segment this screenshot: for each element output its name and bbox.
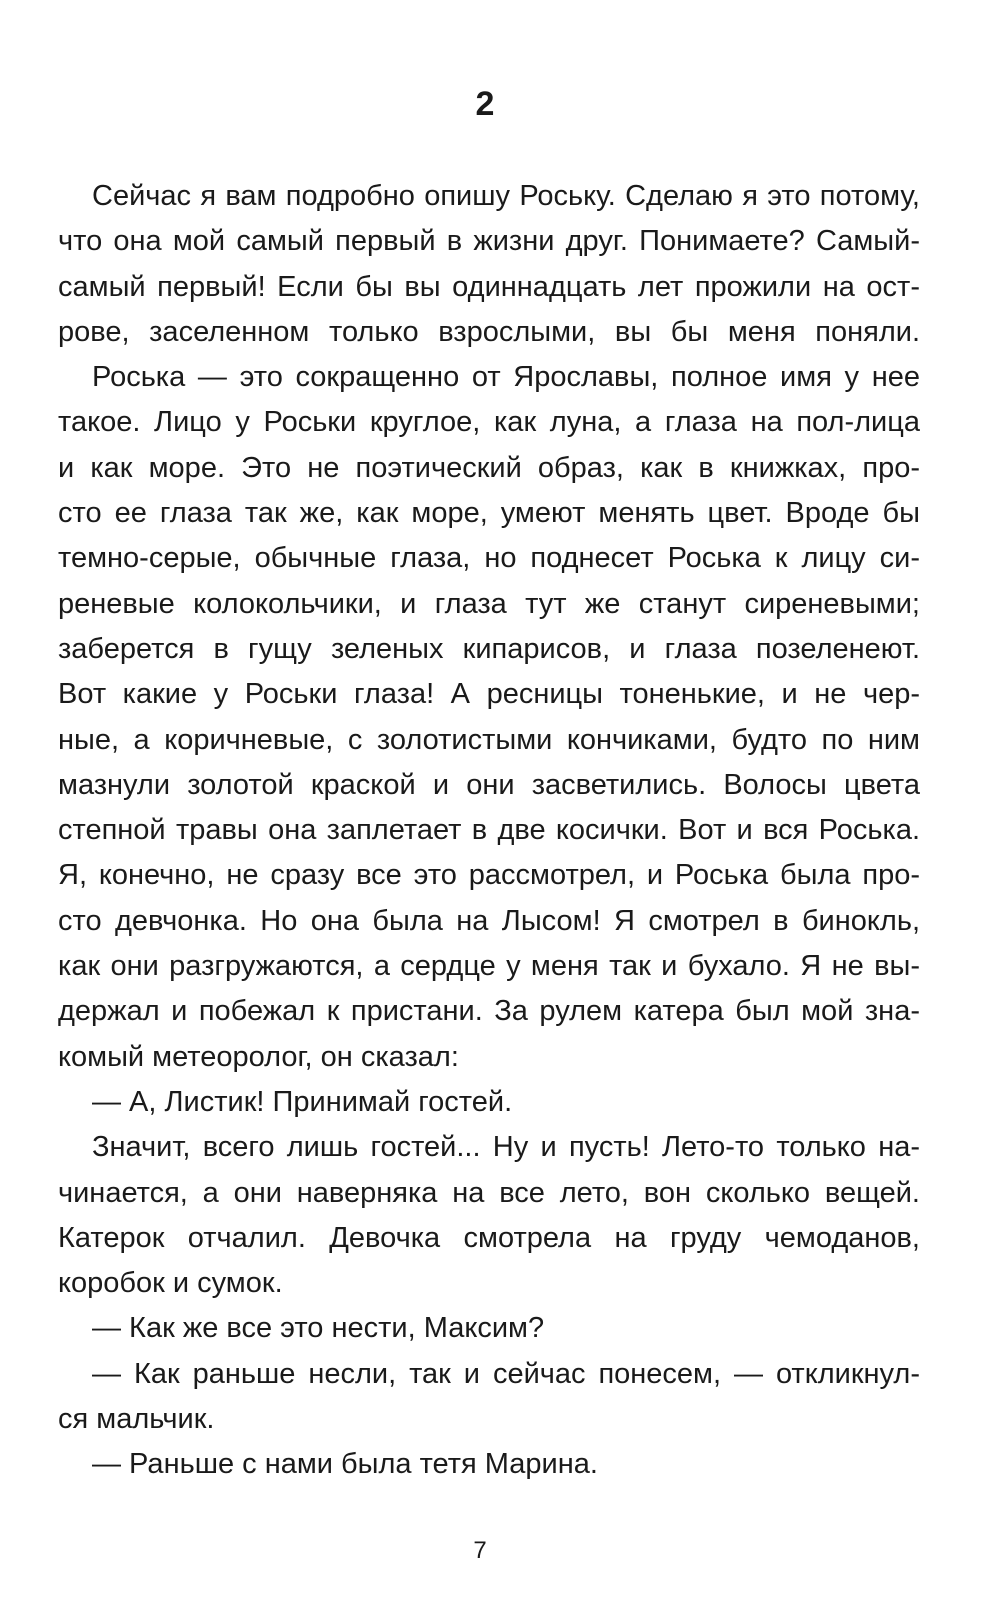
text-line: заберется в гущу зеленых кипарисов, и глаза позеленеют. (58, 632, 920, 665)
text-line: ся мальчик. (58, 1403, 215, 1436)
text-line: реневые колокольчики, и глаза тут же станут сиреневыми; (58, 587, 920, 620)
text-line: — Как раньше несли, так и сейчас понесем, — откликнул- (92, 1357, 920, 1390)
text-line: самый первый! Если бы вы одиннадцать лет прожили на ост- (58, 270, 920, 303)
text-line: Сейчас я вам подробно опишу Роську. Сделаю я это потому, (92, 180, 920, 212)
body-text (58, 174, 920, 1488)
text-line: Вот какие у Роськи глаза! А ресницы тоненькие, и не чер- (58, 678, 920, 711)
text-line: Роська — это сокращенно от Ярославы, полное имя у нее (92, 361, 920, 394)
text-line: сто ее глаза так же, как море, умеют менять цвет. Вроде бы (58, 497, 920, 530)
page-number: 7 (473, 1537, 487, 1564)
text-line: Значит, всего лишь гостей... Ну и пусть! Лето-то только на- (92, 1131, 920, 1164)
text-line: рове, заселенном только взрослыми, вы бы меня поняли. (58, 315, 920, 348)
text-line: мазнули золотой краской и они засветились. Волосы цвета (58, 768, 920, 801)
text-line: комый метеоролог, он сказал: (58, 1040, 459, 1073)
text-line: держал и побежал к пристани. За рулем катера был мой зна- (58, 995, 920, 1028)
text-line: коробок и сумок. (58, 1267, 283, 1300)
text-line: сто девчонка. Но она была на Лысом! Я смотрел в бинокль, (58, 904, 920, 937)
text-line: и как море. Это не поэтический образ, как в книжках, про- (58, 451, 920, 484)
text-line: Я, конечно, не сразу все это рассмотрел, и Роська была про- (58, 859, 920, 892)
text-line: темно-серые, обычные глаза, но поднесет Роська к лицу си- (58, 542, 920, 575)
text-line: степной травы она заплетает в две косички. Вот и вся Роська. (58, 814, 920, 847)
text-line: ные, а коричневые, с золотистыми кончиками, будто по ним (58, 723, 920, 756)
text-line: что она мой самый первый в жизни друг. Понимаете? Самый- (58, 225, 920, 258)
text-line: — А, Листик! Принимай гостей. (92, 1085, 513, 1118)
text-line: такое. Лицо у Роськи круглое, как луна, а глаза на пол-лица (58, 406, 920, 439)
text-line: — Как же все это нести, Максим? (92, 1312, 545, 1345)
text-line: — Раньше с нами была тетя Марина. (92, 1448, 598, 1481)
text-line: чинается, а они наверняка на все лето, вон сколько вещей. (58, 1176, 920, 1209)
text-line: как они разгружаются, а сердце у меня так и бухало. Я не вы- (58, 950, 920, 983)
chapter-number: 2 (475, 85, 495, 123)
text-line: Катерок отчалил. Девочка смотрела на груду чемоданов, (58, 1221, 920, 1254)
